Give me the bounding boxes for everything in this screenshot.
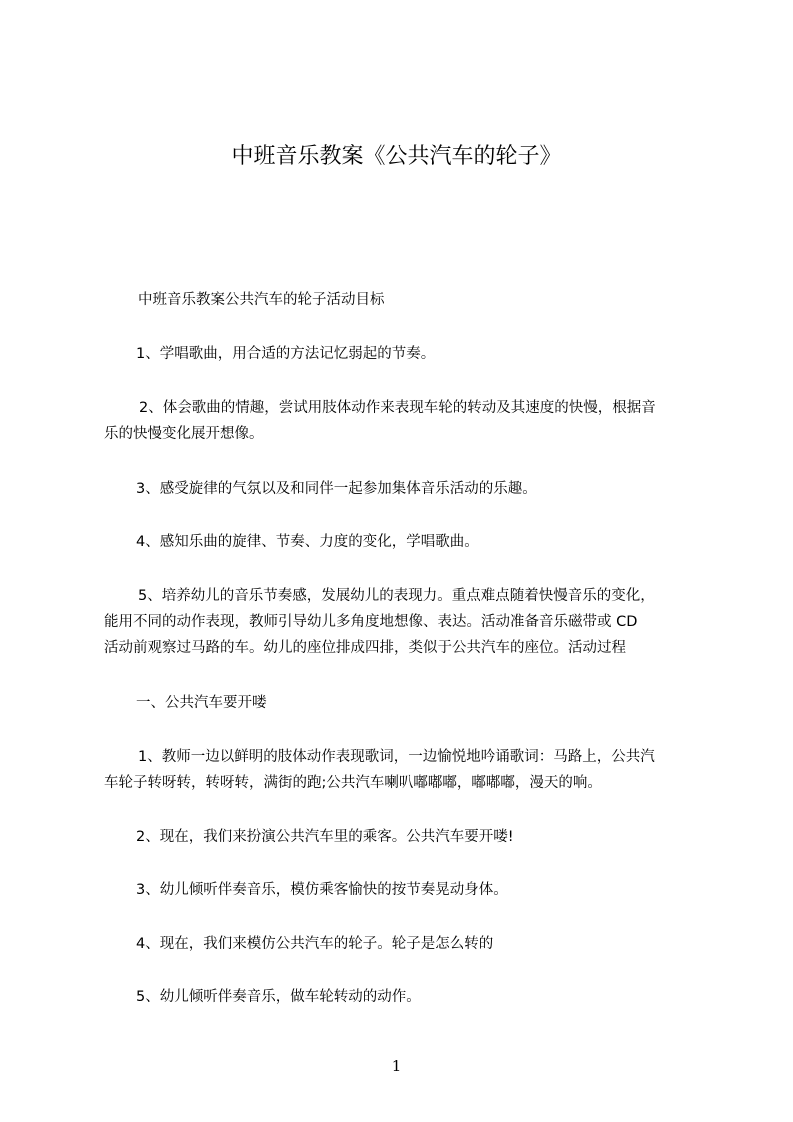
paragraph-line: 2、现在，我们来扮演公共汽车里的乘客。公共汽车要开喽!	[136, 829, 514, 845]
paragraph-line: 1、教师一边以鲜明的肢体动作表现歌词，一边愉悦地吟诵歌词：马路上，公共汽	[138, 749, 655, 765]
paragraph-step-2	[104, 824, 694, 850]
paragraph-line: 车轮子转呀转，转呀转，满街的跑;公共汽车喇叭嘟嘟嘟，嘟嘟嘟，漫天的响。	[104, 775, 602, 791]
paragraph-line: 能用不同的动作表现，教师引导幼儿多角度地想像、表达。活动准备音乐磁带或 CD	[104, 614, 638, 630]
paragraph-line: 中班音乐教案公共汽车的轮子活动目标	[138, 292, 385, 308]
paragraph-line: 4、感知乐曲的旋律、节奏、力度的变化，学唱歌曲。	[136, 534, 479, 550]
paragraph-line: 3、幼儿倾听伴奏音乐，模仿乘客愉快的按节奏晃动身体。	[136, 882, 508, 898]
paragraph-line: 活动前观察过马路的车。幼儿的座位排成四排，类似于公共汽车的座位。活动过程	[104, 640, 626, 656]
paragraph-goal-2	[104, 395, 694, 447]
paragraph-goals-heading	[104, 287, 694, 313]
document-title: 中班音乐教案《公共汽车的轮子》	[231, 144, 562, 169]
paragraph-line: 2、体会歌曲的情趣，尝试用肢体动作来表现车轮的转动及其速度的快慢，根据音	[139, 400, 656, 416]
paragraph-goal-1	[104, 341, 694, 367]
paragraph-line: 1、学唱歌曲，用合适的方法记忆弱起的节奏。	[136, 346, 436, 362]
paragraph-line: 5、培养幼儿的音乐节奏感，发展幼儿的表现力。重点难点随着快慢音乐的变化，	[138, 588, 655, 604]
paragraph-goal-5	[104, 583, 694, 661]
paragraph-line: 乐的快慢变化展开想像。	[104, 426, 264, 442]
paragraph-step-3	[104, 877, 694, 903]
paragraph-step-5	[104, 984, 694, 1010]
paragraph-step-4	[104, 931, 694, 957]
paragraph-line: 一、公共汽车要开喽	[136, 695, 267, 711]
paragraph-line: 4、现在，我们来模仿公共汽车的轮子。轮子是怎么转的	[136, 936, 494, 952]
paragraph-goal-3	[104, 476, 694, 502]
page-number: 1	[391, 1057, 402, 1075]
paragraph-line: 3、感受旋律的气氛以及和同伴一起参加集体音乐活动的乐趣。	[136, 481, 537, 497]
paragraph-goal-4	[104, 529, 694, 555]
section-heading-bus-departs	[104, 690, 694, 716]
paragraph-step-1	[104, 744, 694, 796]
paragraph-line: 5、幼儿倾听伴奏音乐，做车轮转动的动作。	[136, 989, 421, 1005]
